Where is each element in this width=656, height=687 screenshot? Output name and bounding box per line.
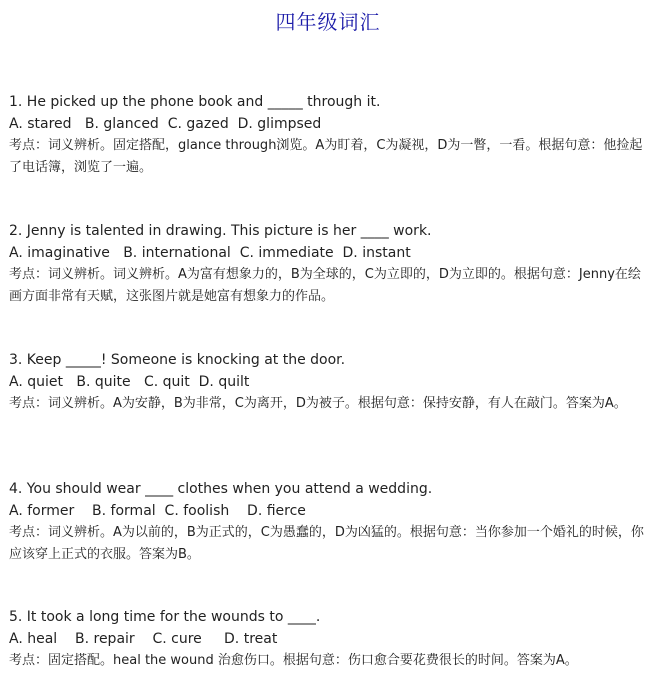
question-3	[9, 349, 651, 415]
question-stem: 2. Jenny is talented in drawing. This picture is her ____ work.	[9, 223, 432, 239]
question-options: A. heal B. repair C. cure D. treat	[9, 631, 278, 647]
question-options: A. imaginative B. international C. immediate D. instant	[9, 245, 411, 261]
question-explanation: 考点：固定搭配。heal the wound 治愈伤口。根据句意：伤口愈合要花费很长的时间。答案为A。	[9, 653, 578, 668]
question-stem: 1. He picked up the phone book and _____ through it.	[9, 94, 381, 110]
question-2	[9, 220, 651, 308]
question-stem: 5. It took a long time for the wounds to ____.	[9, 609, 321, 625]
question-stem: 3. Keep _____! Someone is knocking at the door.	[9, 352, 346, 368]
question-explanation: 考点：词义辨析。词义辨析。A为富有想象力的，B为全球的，C为立即的，D为立即的。根据句意：Jenny在绘画方面非常有天赋，这张图片就是她富有想象力的作品。	[9, 267, 641, 304]
page-title: 四年级词汇	[275, 10, 381, 34]
question-4	[9, 478, 651, 566]
question-1	[9, 91, 651, 179]
question-5	[9, 606, 651, 672]
question-explanation: 考点：词义辨析。A为安静，B为非常，C为离开，D为被子。根据句意：保持安静，有人在敲门。答案为A。	[9, 396, 627, 411]
question-options: A. stared B. glanced C. gazed D. glimpsed	[9, 116, 322, 132]
question-options: A. former B. formal C. foolish D. fierce	[9, 503, 306, 519]
question-explanation: 考点：词义辨析。固定搭配，glance through浏览。A为盯着，C为凝视，D为一瞥，一看。根据句意：他捡起了电话簿，浏览了一遍。	[9, 138, 643, 175]
question-stem: 4. You should wear ____ clothes when you attend a wedding.	[9, 481, 433, 497]
question-options: A. quiet B. quite C. quit D. quilt	[9, 374, 250, 390]
question-explanation: 考点：词义辨析。A为以前的，B为正式的，C为愚蠢的，D为凶猛的。根据句意：当你参加一个婚礼的时候，你应该穿上正式的衣服。答案为B。	[9, 525, 644, 562]
